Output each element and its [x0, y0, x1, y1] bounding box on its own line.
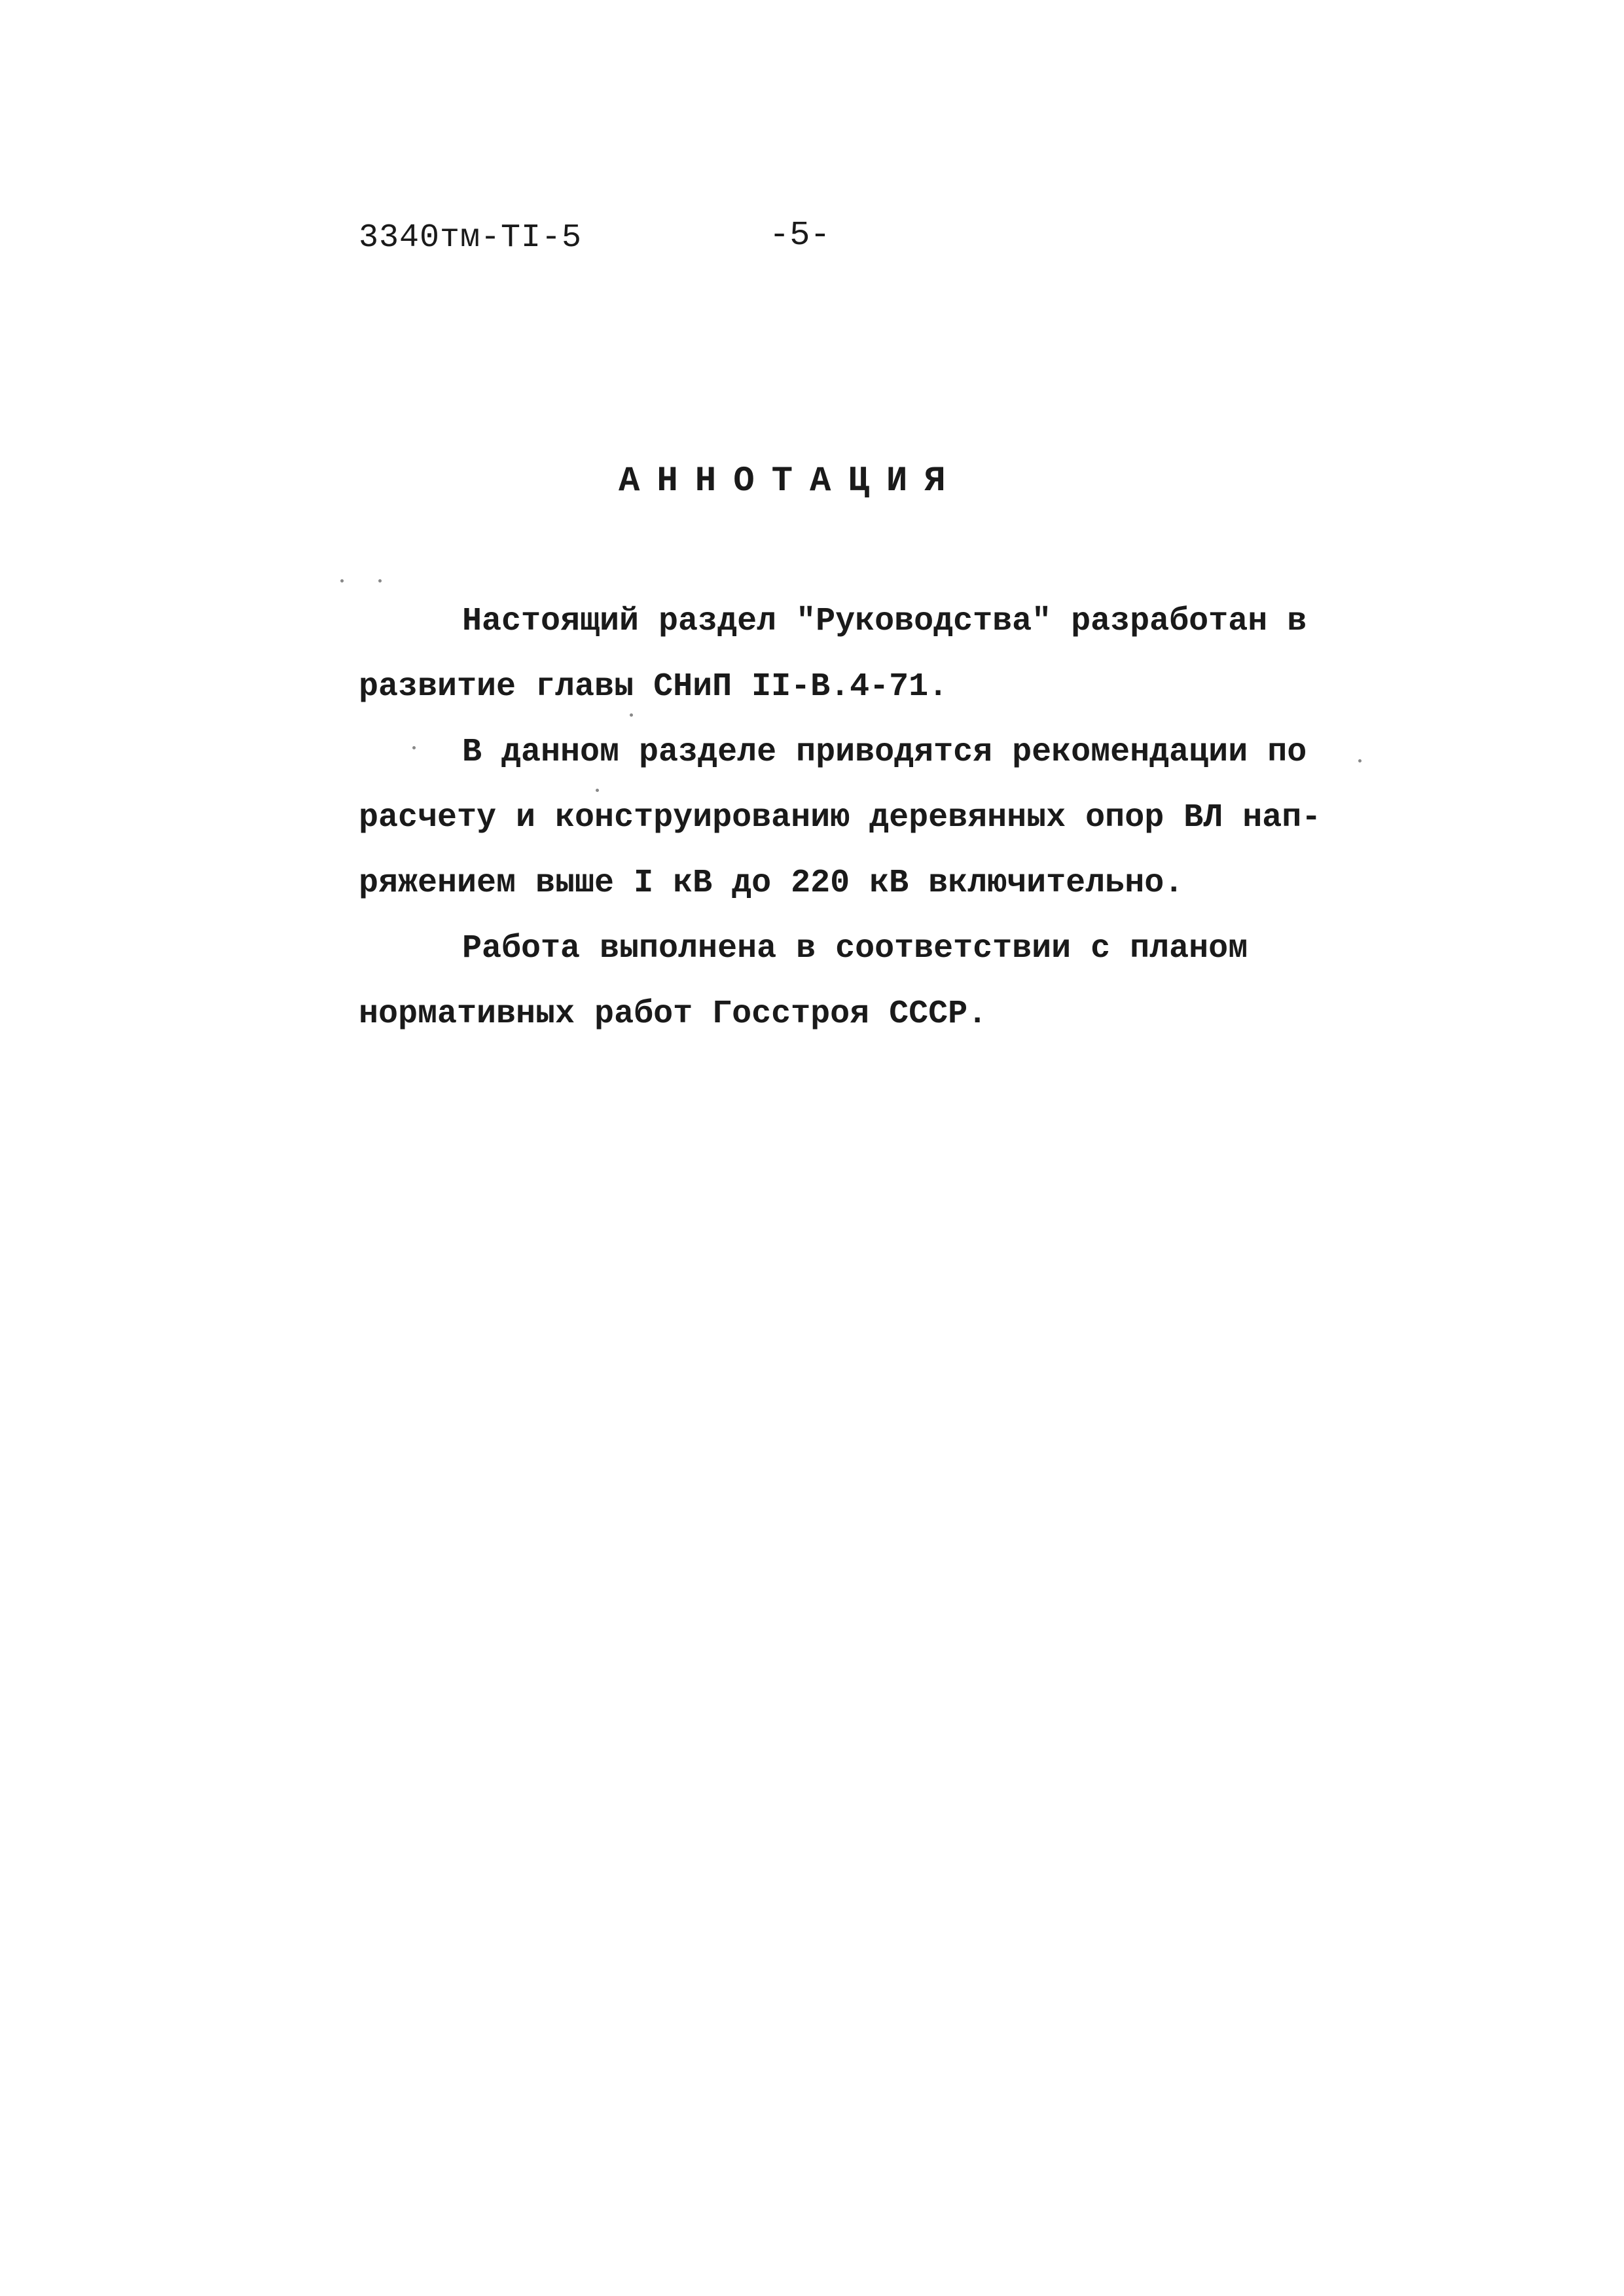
- document-code: 3340тм-ТI-5: [359, 219, 583, 257]
- scan-speck: [630, 713, 633, 717]
- text-line: нормативных работ Госстроя СССР.: [359, 996, 988, 1033]
- scan-speck: [378, 579, 382, 583]
- paragraph-1: [359, 589, 1341, 720]
- text-line: расчету и конструированию деревянных опор ВЛ нап-: [359, 799, 1322, 836]
- scan-speck: [412, 746, 416, 749]
- scan-speck: [596, 789, 599, 792]
- paragraph-2: [359, 720, 1341, 916]
- text-line: ряжением выше I кВ до 220 кВ включительно.: [359, 865, 1184, 902]
- annotation-body: [359, 589, 1341, 1047]
- section-title: АННОТАЦИЯ: [619, 461, 963, 501]
- page-number: -5-: [769, 216, 831, 255]
- text-line: Работа выполнена в соответствии с планом: [462, 930, 1248, 967]
- scan-speck: [340, 579, 344, 583]
- scan-speck: [1358, 759, 1362, 762]
- text-line: развитие главы СНиП II-В.4-71.: [359, 668, 948, 706]
- text-line: Настоящий раздел "Руководства" разработан в: [462, 603, 1307, 640]
- paragraph-3: [359, 916, 1341, 1047]
- text-line: В данном разделе приводятся рекомендации по: [462, 734, 1307, 771]
